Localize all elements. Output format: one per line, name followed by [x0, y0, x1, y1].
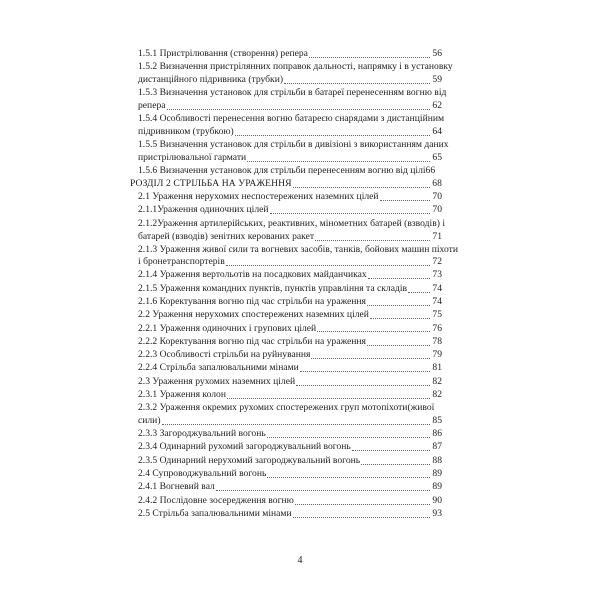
- toc-entry: [130, 495, 442, 508]
- dot-leader: [247, 160, 430, 162]
- toc-entry-title: 1.5.4 Особливості перенесення вогню батареєю снарядами з дистанційним: [138, 112, 445, 124]
- toc-entry-title: і бронетранспортерів: [138, 256, 225, 268]
- toc-entry: [130, 481, 442, 494]
- toc-entry-page: 86: [432, 428, 442, 440]
- toc-entry-page: 68: [432, 177, 442, 189]
- toc-entry-title: пристрілювальної гармати: [138, 151, 247, 163]
- dot-leader: [367, 304, 431, 306]
- toc-entry-title: 2.2 Ураження нерухомих спостережених наземних цілей: [138, 309, 369, 321]
- toc-entry-page: 85: [432, 415, 442, 427]
- toc-entry-title: 1.5.3 Визначення установок для стрільби в батареї перенесенням вогню від: [138, 87, 447, 99]
- toc-entry-page: 73: [432, 269, 442, 281]
- toc-entry: [130, 508, 442, 521]
- toc-entry-title: 2.1.4 Ураження вертольотів на посадкових майданчиках: [138, 269, 367, 281]
- toc-entry-title: 2.1.5 Ураження командних пунктів, пунктів управління та складів: [138, 282, 408, 294]
- toc-entry-page: 74: [432, 282, 442, 294]
- toc-entry: [130, 204, 442, 217]
- toc-entry-title: 1.5.2 Визначення пристрілянних поправок дальності, напрямку і в установку: [138, 61, 453, 73]
- toc-entry: [130, 323, 442, 336]
- toc-entry-page: 65: [432, 151, 442, 163]
- toc-entry-page: 90: [432, 494, 442, 506]
- dot-leader: [235, 134, 431, 136]
- toc-entry-title: 2.1 Ураження нерухомих неспостережених наземних цілей: [138, 191, 379, 203]
- table-of-contents: [130, 48, 458, 521]
- toc-entry-title: 2.3.3 Загороджувальний вогонь: [138, 428, 266, 440]
- toc-entry: [130, 165, 442, 178]
- toc-entry: [130, 362, 442, 375]
- toc-entry: [130, 87, 447, 113]
- toc-entry-page: 88: [432, 454, 442, 466]
- toc-entry-page: 89: [432, 468, 442, 480]
- toc-entry-page: 89: [432, 481, 442, 493]
- toc-entry: [130, 441, 442, 454]
- toc-entry: [130, 376, 442, 389]
- dot-leader: [226, 264, 431, 266]
- toc-entry: [130, 217, 445, 244]
- toc-entry-title: 1.5.5 Визначення установок для стрільби в дивізіоні з використанням даних: [138, 138, 449, 150]
- toc-entry-title: 2.2.3 Особливості стрільби на руйнування: [138, 349, 311, 361]
- toc-entry: [130, 389, 442, 402]
- toc-entry: [130, 61, 453, 87]
- toc-entry-title: 2.3.2 Ураження окремих рухомих спостережених груп мотопіхоти(живої: [138, 402, 435, 414]
- toc-entry: [130, 112, 445, 139]
- toc-entry-title: 2.1.3 Ураження живої сили та вогневих засобів, танків, бойових машин піхоти: [138, 243, 458, 255]
- dot-leader: [309, 56, 430, 58]
- dot-leader: [311, 357, 430, 359]
- dot-leader: [317, 330, 430, 332]
- toc-entry-title: 2.3 Ураження рухомих наземних цілей: [138, 375, 296, 387]
- toc-entry-title: 2.3.1 Ураження колон: [138, 389, 226, 401]
- toc-entry-page: 74: [432, 295, 442, 307]
- dot-leader: [270, 212, 431, 214]
- toc-entry-page: 62: [432, 100, 442, 112]
- toc-entry-title: сили): [138, 415, 161, 427]
- dot-leader: [267, 436, 431, 438]
- toc-entry: [130, 468, 442, 481]
- toc-entry-page: 76: [432, 322, 442, 334]
- dot-leader: [293, 186, 431, 188]
- toc-entry-title: 2.2.1 Ураження одиночних і групових цілей: [138, 322, 317, 334]
- toc-entry: [130, 138, 449, 165]
- toc-entry-title: РОЗДІЛ 2 СТРІЛЬБА НА УРАЖЕННЯ: [130, 177, 292, 189]
- toc-entry-title: 2.4 Супроводжувальний вогонь: [138, 468, 267, 480]
- dot-leader: [315, 239, 430, 241]
- dot-leader: [352, 449, 431, 451]
- toc-entry-page: 71: [432, 230, 442, 242]
- toc-entry: [130, 428, 442, 441]
- toc-entry: [130, 283, 442, 296]
- dot-leader: [367, 344, 431, 346]
- toc-entry-title: 2.3.5 Одинарний нерухомий загороджувальний вогонь: [138, 454, 361, 466]
- toc-entry-page: 56: [432, 48, 442, 59]
- dot-leader: [216, 489, 431, 491]
- toc-entry-title: 2.4.2 Послідовне зосередження вогню: [138, 494, 294, 506]
- toc-entry-title: батарей (взводів) зенітних керованих ракет: [138, 230, 315, 242]
- dot-leader: [295, 503, 431, 505]
- toc-entry-page: 82: [432, 389, 442, 401]
- toc-entry-page: 72: [432, 256, 442, 268]
- toc-entry-page: 70: [432, 204, 442, 216]
- toc-entry: [130, 336, 442, 349]
- toc-entry-page: 81: [432, 362, 442, 374]
- toc-entry-page: 70: [432, 191, 442, 203]
- page-number: 4: [297, 555, 303, 566]
- toc-entry-page: 93: [432, 507, 442, 519]
- toc-entry-title: 2.1.6 Коректування вогню під час стрільби на ураження: [138, 295, 366, 307]
- toc-entry-page: 64: [432, 125, 442, 137]
- toc-entry: [130, 178, 442, 191]
- toc-entry: [130, 455, 442, 468]
- toc-entry-page: 59: [432, 74, 442, 86]
- dot-leader: [227, 397, 430, 399]
- toc-entry-page: 87: [432, 441, 442, 453]
- dot-leader: [300, 370, 431, 372]
- dot-leader: [408, 291, 430, 293]
- toc-entry-page: 79: [432, 349, 442, 361]
- dot-leader: [267, 476, 430, 478]
- toc-entry-title: 2.1.2Ураження артилерійських, реактивних, мінометних батарей (взводів) і: [138, 217, 445, 229]
- toc-entry-title: 1.5.6 Визначення установок для стрільби перенесенням вогню від цілі66: [138, 164, 436, 176]
- toc-entry-page: 75: [432, 309, 442, 321]
- toc-entry-page: 78: [432, 335, 442, 347]
- dot-leader: [162, 423, 431, 425]
- toc-entry: [130, 48, 442, 61]
- toc-entry: [130, 296, 442, 309]
- toc-entry-title: підривником (трубкою): [138, 125, 234, 137]
- dot-leader: [370, 317, 430, 319]
- dot-leader: [293, 516, 431, 518]
- toc-entry-title: 2.2.2 Коректування вогню під час стрільби на ураження: [138, 335, 366, 347]
- dot-leader: [368, 277, 431, 279]
- dot-leader: [284, 82, 430, 84]
- dot-leader: [167, 108, 431, 110]
- toc-entry: [130, 402, 442, 428]
- toc-entry: [130, 243, 458, 270]
- toc-entry: [130, 191, 442, 204]
- dot-leader: [361, 463, 430, 465]
- dot-leader: [380, 199, 431, 201]
- toc-entry-title: дистанційного підривника (трубки): [138, 74, 284, 86]
- toc-entry-title: репера: [138, 100, 166, 112]
- toc-entry: [130, 309, 442, 322]
- toc-entry-page: 82: [432, 375, 442, 387]
- toc-entry-title: 2.5 Стрільба запалювальними мінами: [138, 507, 292, 519]
- toc-entry: [130, 269, 442, 282]
- toc-entry-title: 2.4.1 Вогневий вал: [138, 481, 215, 493]
- toc-entry-title: 1.5.1 Пристрілювання (створення) репера: [138, 48, 308, 59]
- toc-entry-title: 2.3.4 Одинарний рухомий загороджувальний вогонь: [138, 441, 351, 453]
- dot-leader: [296, 384, 430, 386]
- toc-entry-title: 2.1.1Ураження одиночних цілей: [138, 204, 269, 216]
- toc-entry: [130, 349, 442, 362]
- toc-entry-title: 2.2.4 Стрільба запалювальними мінами: [138, 362, 299, 374]
